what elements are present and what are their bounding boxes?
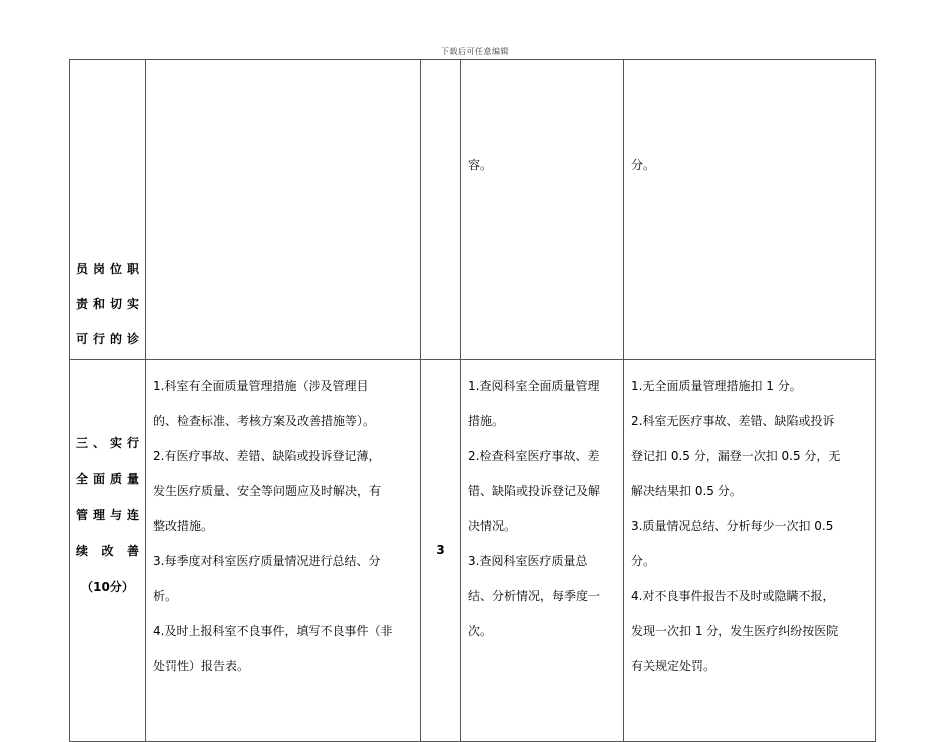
method-line: 结、分析情况，每季度一 bbox=[468, 589, 601, 603]
standard-line: 2.有医疗事故、差错、缺陷或投诉登记薄， bbox=[153, 449, 381, 463]
method-line: 决情况。 bbox=[468, 519, 517, 533]
score-cell: 3 bbox=[421, 360, 461, 742]
deduction-line: 分。 bbox=[631, 554, 656, 568]
standard-line: 1.科室有全面质量管理措施（涉及管理目 bbox=[153, 379, 369, 393]
deduction-cell bbox=[624, 60, 876, 360]
table-row bbox=[70, 360, 876, 742]
category-line: 员岗位职 bbox=[76, 262, 139, 276]
method-line: 错、缺陷或投诉登记及解 bbox=[468, 484, 601, 498]
deduction-line: 2.科室无医疗事故、差错、缺陷或投诉 bbox=[631, 414, 835, 428]
standard-line: 发生医疗质量、安全等问题应及时解决，有 bbox=[153, 484, 382, 498]
header-note: 下载后可任意编辑 bbox=[441, 47, 509, 56]
category-line: 续改善 bbox=[76, 544, 139, 558]
method-line: 措施。 bbox=[468, 414, 505, 428]
standard-cell bbox=[146, 60, 421, 360]
deduction-line: 解决结果扣 0.5 分。 bbox=[631, 484, 742, 498]
method-line: 2.检查科室医疗事故、差 bbox=[468, 449, 600, 463]
standard-line: 处罚性）报告表。 bbox=[153, 659, 250, 673]
method-line: 1.查阅科室全面质量管理 bbox=[468, 379, 600, 393]
method-cell bbox=[461, 360, 624, 742]
deduction-line: 发现一次扣 1 分，发生医疗纠纷按医院 bbox=[631, 624, 839, 638]
category-line: 管理与连 bbox=[76, 508, 139, 522]
deduction-line: 4.对不良事件报告不及时或隐瞒不报， bbox=[631, 589, 835, 603]
category-score-label: （10分） bbox=[81, 580, 134, 594]
deduction-cell bbox=[624, 360, 876, 742]
deduction-line: 登记扣 0.5 分，漏登一次扣 0.5 分，无 bbox=[631, 449, 841, 463]
standard-line: 4.及时上报科室不良事件，填写不良事件（非 bbox=[153, 624, 393, 638]
deduction-line: 有关规定处罚。 bbox=[631, 659, 716, 673]
method-line: 次。 bbox=[468, 624, 493, 638]
category-line: 全面质量 bbox=[76, 472, 139, 486]
standard-line: 的、检查标准、考核方案及改善措施等）。 bbox=[153, 414, 376, 428]
method-cell bbox=[461, 60, 624, 360]
table-row bbox=[70, 60, 876, 360]
standard-line: 3.每季度对科室医疗质量情况进行总结、分 bbox=[153, 554, 381, 568]
assessment-table bbox=[69, 59, 876, 742]
score-cell bbox=[421, 60, 461, 360]
category-line: 三、实行 bbox=[76, 436, 139, 450]
method-line: 3.查阅科室医疗质量总 bbox=[468, 554, 588, 568]
category-line: 责和切实 bbox=[76, 297, 139, 311]
category-cell bbox=[70, 360, 146, 742]
standard-line: 析。 bbox=[153, 589, 178, 603]
standard-line: 整改措施。 bbox=[153, 519, 214, 533]
deduction-text: 分。 bbox=[631, 158, 656, 172]
deduction-line: 3.质量情况总结、分析每少一次扣 0.5 bbox=[631, 519, 834, 533]
category-line: 可行的诊 bbox=[76, 332, 139, 346]
category-cell bbox=[70, 60, 146, 360]
standard-cell bbox=[146, 360, 421, 742]
deduction-line: 1.无全面质量管理措施扣 1 分。 bbox=[631, 379, 802, 393]
method-text: 容。 bbox=[468, 158, 493, 172]
